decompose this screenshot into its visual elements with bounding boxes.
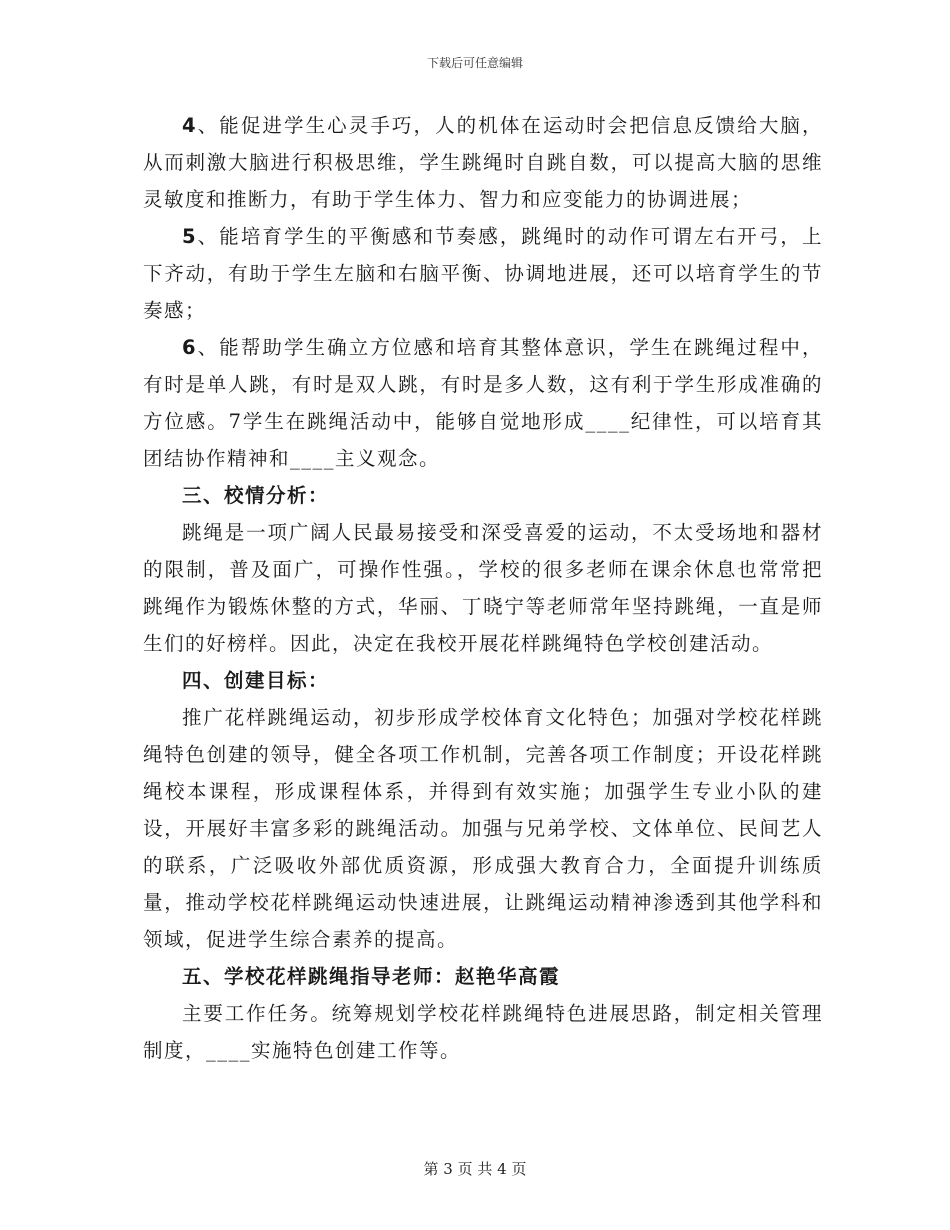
section-heading-3: 三、校情分析： [182,484,330,507]
paragraph-5 [143,218,823,329]
section-3-paragraph: 跳绳是一项广阔人民最易接受和深受喜爱的运动，不太受场地和器材的限制，普及面广，可操作性强。，学校的很多老师在课余休息也常常把跳绳作为锻炼休整的方式，华丽、丁晓宁等老师常年坚持跳绳，一直是师生们的好榜样。因此，决定在我校开展花样跳绳特色学校创建活动。 [143,521,823,655]
paragraph-6 [143,329,823,477]
paragraph-4-text: 、能促进学生心灵手巧，人的机体在运动时会把信息反馈给大脑，从而刺激大脑进行积极思维，学生跳绳时自跳自数，可以提高大脑的思维灵敏度和推断力，有助于学生体力、智力和应变能力的协调进展； [143,114,823,211]
page-footer: 第 3 页 共 4 页 [423,1160,527,1178]
paragraph-4 [143,107,823,218]
item-number-6: 6 [182,336,198,359]
paragraph-5-text: 、能培育学生的平衡感和节奏感，跳绳时的动作可谓左右开弓，上下齐动，有助于学生左脑和右脑平衡、协调地进展，还可以培育学生的节奏感； [143,225,823,322]
item-number-4: 4 [182,114,198,137]
paragraph-6-text: 、能帮助学生确立方位感和培育其整体意识，学生在跳绳过程中，有时是单人跳，有时是双人跳，有时是多人数，这有利于学生形成准确的方位感。7学生在跳绳活动中，能够自觉地形成____纪律性，可以培育其团结协作精神和____主义观念。 [143,336,823,470]
section-4-paragraph: 推广花样跳绳运动，初步形成学校体育文化特色；加强对学校花样跳绳特色创建的领导，健全各项工作机制，完善各项工作制度；开设花样跳绳校本课程，形成课程体系，并得到有效实施；加强学生专业小队的建设，开展好丰富多彩的跳绳活动。加强与兄弟学校、文体单位、民间艺人的联系，广泛吸收外部优质资源，形成强大教育合力，全面提升训练质量，推动学校花样跳绳运动快速进展，让跳绳运动精神渗透到其他学科和领域，促进学生综合素养的提高。 [143,706,823,951]
item-number-5: 5 [182,225,198,248]
section-heading-5: 五、学校花样跳绳指导老师：赵艳华高霞 [182,965,561,988]
document-body [143,107,823,1069]
section-heading-4: 四、创建目标： [182,669,330,692]
section-5-paragraph: 主要工作任务。统筹规划学校花样跳绳特色进展思路，制定相关管理制度，____实施特色创建工作等。 [143,1002,823,1062]
page-header: 下载后可任意编辑 [426,56,523,70]
